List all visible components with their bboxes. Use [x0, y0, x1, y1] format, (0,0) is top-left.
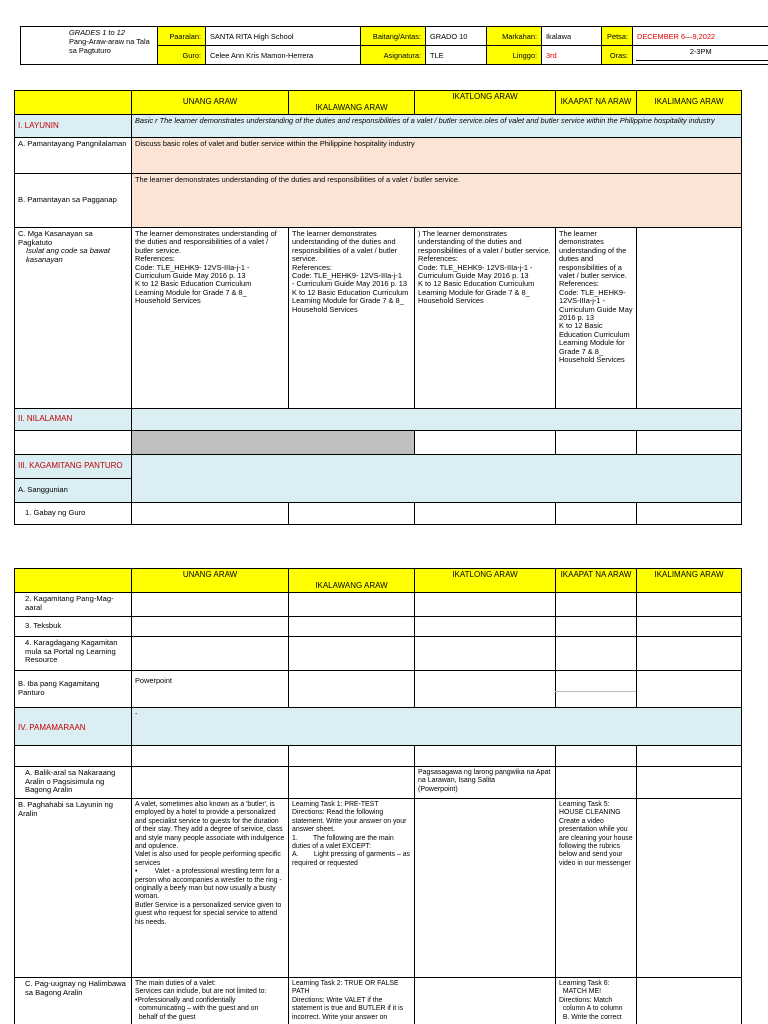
pag-uugnay-d4: Learning Task 6: MATCH ME! Directions: Match column A to column B. Write the correct [556, 978, 637, 1024]
nilalaman-d3 [415, 431, 556, 455]
day2-header-2: IKALAWANG ARAW [289, 569, 415, 593]
lesson-table-1 [14, 90, 742, 525]
paghahabi-d4: Learning Task 5: HOUSE CLEANING Create a video presentation while you are cleaning your house following the rubrics below and send your video in our messenger [556, 799, 637, 978]
day-header-1: UNANG ARAW [132, 91, 289, 115]
pagganap-text: The learner demonstrates understanding of the duties and responsibilities of a valet / butler service. [132, 174, 742, 228]
blank-d2 [289, 746, 415, 767]
kasanayan-day5 [637, 228, 742, 409]
label-pamantayang-pangnilalaman: A. Pamantayang Pangnilalaman [15, 138, 132, 174]
section-pamamaraan: IV. PAMAMARAAN [15, 708, 132, 746]
pma-d5 [637, 593, 742, 617]
school-label: Paaralan: [158, 27, 206, 46]
paghahabi-d5 [637, 799, 742, 978]
pamamaraan-band: - [132, 708, 742, 746]
gabay-d2 [289, 503, 415, 525]
label-pang-mag-aaral: 2. Kagamitang Pang-Mag-aaral [15, 593, 132, 617]
label-pamantayan-pagganap: B. Pamantayan sa Pagganap [15, 174, 132, 228]
time-label: Oras: [602, 46, 633, 65]
pag-uugnay-d5 [637, 978, 742, 1024]
nilalaman-band [132, 409, 742, 431]
quarter-value: Ikalawa [542, 27, 602, 46]
nilalaman-gray [132, 431, 415, 455]
balik-aral-d3: Pagsasagawa ng larong pangwika na Apat na Larawan, Isang Salita (Powerpoint) [415, 767, 556, 799]
paghahabi-d1: A valet, sometimes also known as a 'butler', is employed by a hotel to provide a personalized and specialist service to guests for the duration of their stay. They add a degree of service, class and style many people associate with indulgence and opulence. Valet is also used for people performing specific services • Valet - a professional wrestling term for a person who accompanies a wrestler to the ring - originally a beefy man but now usually a busty woman. Butler Service is a personalized service given to guest who request for special service to attend his needs. [132, 799, 289, 978]
iba-d3 [415, 671, 556, 708]
blank-d5 [637, 746, 742, 767]
teks-d3 [415, 617, 556, 637]
iba-pang-d1: Powerpoint [132, 671, 289, 708]
balik-d2 [289, 767, 415, 799]
grade-title: GRADES 1 to 12 [69, 28, 125, 37]
teacher-label: Guro: [158, 46, 206, 65]
pag-uugnay-d2: Learning Task 2: TRUE OR FALSE PATH Directions: Write VALET if the statement is true and BUTLER if it is incorrect. Write your answer on [289, 978, 415, 1024]
faint-divider [555, 691, 636, 692]
day2-header-3: IKATLONG ARAW [415, 569, 556, 593]
week-label: Linggo: [487, 46, 542, 65]
balik-d4 [556, 767, 637, 799]
label-teksbuk: 3. Teksbuk [15, 617, 132, 637]
grade-title-cell [21, 27, 158, 65]
date-label: Petsa: [602, 27, 633, 46]
pma-d3 [415, 593, 556, 617]
pag-uugnay-d3 [415, 978, 556, 1024]
subject-label: Asignatura: [361, 46, 426, 65]
kar-d5 [637, 637, 742, 671]
kar-d2 [289, 637, 415, 671]
pma-d1 [132, 593, 289, 617]
grade-value: GRADO 10 [426, 27, 487, 46]
corner-cell [15, 91, 132, 115]
paghahabi-d3 [415, 799, 556, 978]
iba-d2 [289, 671, 415, 708]
label-paghahabi: B. Paghahabi sa Layunin ng Aralin [15, 799, 132, 978]
label-balik-aral: A. Balik-aral sa Nakaraang Aralin o Pagsisimula ng Bagong Aralin [15, 767, 132, 799]
teacher-value: Celee Ann Kris Mamon-Herrera [206, 46, 361, 65]
label-sanggunian: A. Sanggunian [15, 479, 132, 503]
pag-uugnay-d1: The main duties of a valet: Services can include, but are not limited to: •Professionally and confidentially communicating – with the guest and on behalf of the guest [132, 978, 289, 1024]
pamantayang-text: Discuss basic roles of valet and butler service within the Philippine hospitality industry [132, 138, 742, 174]
nilalaman-d5 [637, 431, 742, 455]
paghahabi-d2: Learning Task 1: PRE-TEST Directions: Read the following statement. Write your answer on your answer sheet. 1. The following are the main duties of a valet EXCEPT: A. Light pressing of garments – as required or requested [289, 799, 415, 978]
blank-d4 [556, 746, 637, 767]
kasanayan-sub: Isulat ang code sa bawat kasanayan [26, 246, 111, 264]
section-layunin: I. LAYUNIN [15, 115, 132, 138]
grade-sub: Pang-Araw-araw na Tala sa Pagtuturo [69, 37, 150, 55]
day-header-2: IKALAWANG ARAW [289, 91, 415, 115]
grade-label: Baitang/Antas: [361, 27, 426, 46]
day-header-4: IKAAPAT NA ARAW [556, 91, 637, 115]
label-kasanayan [15, 228, 132, 409]
day2-header-4: IKAAPAT NA ARAW [556, 569, 637, 593]
pma-d2 [289, 593, 415, 617]
kasanayan-day2: The learner demonstrates understanding of the duties and responsibilities of a valet / butler service. References: Code: TLE_HEHK9- 12VS-IIIa-j-1 - Curriculum Guide May 2016 p. 13 K to 12 Basic Education Curriculum Learning Module for Grade 7 & 8_ Household Services [289, 228, 415, 409]
teks-d1 [132, 617, 289, 637]
balik-d1 [132, 767, 289, 799]
kar-d1 [132, 637, 289, 671]
quarter-label: Markahan: [487, 27, 542, 46]
day2-header-1: UNANG ARAW [132, 569, 289, 593]
teks-d2 [289, 617, 415, 637]
gabay-d4 [556, 503, 637, 525]
gabay-d3 [415, 503, 556, 525]
kagamitang-band [132, 455, 742, 503]
label-pag-uugnay: C. Pag-uugnay ng Halimbawa sa Bagong Aralin [15, 978, 132, 1024]
day2-header-5: IKALIMANG ARAW [637, 569, 742, 593]
nilalaman-blank-label [15, 431, 132, 455]
gabay-d1 [132, 503, 289, 525]
iba-d4 [556, 671, 637, 708]
kar-d3 [415, 637, 556, 671]
kasanayan-day4: The learner demonstrates understanding of the duties and responsibilities of a valet / butler service. References: Code: TLE_HEHK9- 12VS-IIIa-j-1 - Curriculum Guide May 2016 p. 13 K to 12 Basic Education Curriculum Learning Module for Grade 7 & 8_ Household Services [556, 228, 637, 409]
lesson-table-2 [14, 568, 742, 1024]
gabay-d5 [637, 503, 742, 525]
pma-d4 [556, 593, 637, 617]
teks-d5 [637, 617, 742, 637]
week-value: 3rd [542, 46, 602, 65]
label-iba-pang: B. Iba pang Kagamitang Panturo [15, 671, 132, 708]
corner-cell-2 [15, 569, 132, 593]
kasanayan-day1: The learner demonstrates understanding of the duties and responsibilities of a valet / butler service. References: Code: TLE_HEHK9- 12VS-IIIa-j-1 - Curriculum Guide May 2016 p. 13 K to 12 Basic Education Curriculum Learning Module for Grade 7 & 8_ Household Services [132, 228, 289, 409]
blank-d1 [132, 746, 289, 767]
section-kagamitang: III. KAGAMITANG PANTURO [15, 455, 132, 479]
time-value: 2-3PM [633, 46, 768, 65]
label-gabay: 1. Gabay ng Guro [15, 503, 132, 525]
date-value: DECEMBER 6—9,2022 [633, 27, 768, 46]
section-nilalaman: II. NILALAMAN [15, 409, 132, 431]
kasanayan-day3: ) The learner demonstrates understanding of the duties and responsibilities of a valet / butler service. References: Code: TLE_HEHK9- 12VS-IIIa-j-1 - Curriculum Guide May 2016 p. 13 K to 12 Basic Education Curriculum Learning Module for Grade 7 & 8_ Household Services [415, 228, 556, 409]
teks-d4 [556, 617, 637, 637]
blank-row-label [15, 746, 132, 767]
day-header-5: IKALIMANG ARAW [637, 91, 742, 115]
kar-d4 [556, 637, 637, 671]
school-value: SANTA RITA High School [206, 27, 361, 46]
balik-d5 [637, 767, 742, 799]
blank-d3 [415, 746, 556, 767]
time-underline [636, 60, 768, 61]
iba-d5 [637, 671, 742, 708]
kasanayan-title: C. Mga Kasanayan sa Pagkatuto [18, 229, 93, 247]
subject-value: TLE [426, 46, 487, 65]
day-header-3: IKATLONG ARAW [415, 91, 556, 115]
nilalaman-d4 [556, 431, 637, 455]
label-karagdagang: 4. Karagdagang Kagamitan mula sa Portal ng Learning Resource [15, 637, 132, 671]
layunin-text: Basic r The learner demonstrates understanding of the duties and responsibilities of a valet / butler service.oles of valet and butler service within the Philippine hospitality industry [132, 115, 742, 138]
